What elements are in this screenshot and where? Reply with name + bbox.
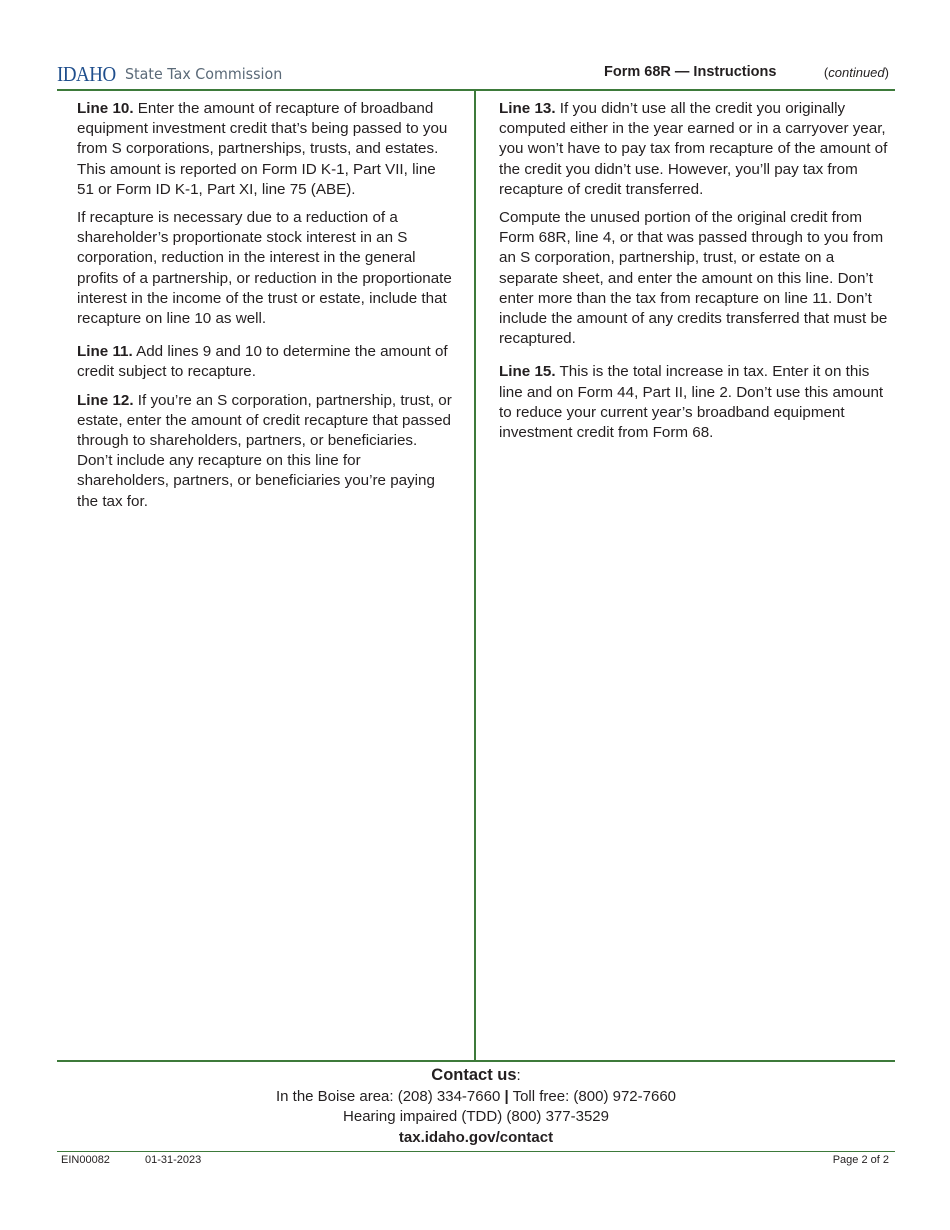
line-label: Line 11.	[77, 343, 133, 361]
revision-date: 01-31-2023	[145, 1154, 202, 1166]
idaho-logo	[57, 62, 283, 87]
paragraph-text: Add lines 9 and 10 to determine the amount of credit subject to recapture.	[77, 343, 448, 381]
logo-subtitle: State Tax Commission	[125, 65, 283, 83]
paragraph-text: If you’re an S corporation, partnership, trust, or estate, enter the amount of credit recapture that passed through to shareholders, partners, or beneficiaries. Don’t include any recapture on this line for shareholders, partners, or beneficiaries you’re paying the tax for.	[77, 391, 452, 510]
line-12-paragraph	[77, 391, 455, 512]
line-15-paragraph	[499, 362, 893, 443]
column-divider	[474, 89, 476, 1061]
line-13-continued-paragraph	[499, 208, 893, 349]
paragraph-text: This is the total increase in tax. Enter it on this line and on Form 44, Part II, line 2. Don’t use this amount to reduce your current year’s broadband equipment investment credit from Form 68.	[499, 363, 884, 442]
paragraph-text: If recapture is necessary due to a reduction of a shareholder’s proportionate stock interest in an S corporation, reduction in the interest in the general profits of a partnership, or reduction in the proportionate interest in the income of the trust or estate, include that recapture on line 10 as well.	[77, 209, 452, 328]
paragraph-text: If you didn’t use all the credit you originally computed either in the year earned or in a carryover year, you won’t have to pay tax from recapture of the amount of the credit you didn’t use. However, you’ll pay tax from recapture of credit transferred.	[499, 100, 888, 198]
contact-section: Contact us: In the Boise area: (208) 334-7660 | Toll free: (800) 972-7660 Hearing impaired (TDD) (800) 377-3529 tax.idaho.gov/contact	[57, 1065, 895, 1148]
page-number: Page 2 of 2	[832, 1154, 889, 1166]
contact-title: Contact us	[431, 1066, 517, 1084]
line-label: Line 10.	[77, 100, 134, 117]
contact-divider	[57, 1060, 895, 1062]
toll-free-phone: Toll free: (800) 972-7660	[512, 1087, 677, 1105]
line-13-paragraph	[499, 99, 893, 200]
logo-wordmark: IDAHO	[57, 62, 116, 86]
paragraph-text: Compute the unused portion of the original credit from Form 68R, line 4, or that was passed through to you from an S corporation, partnership, trust, or estate on a separate sheet, and enter the amount on this line. Don’t enter more than the tax from recapture on line 11. Don’t include the amount of any credits transferred that must be recaptured.	[499, 209, 888, 348]
form-code: EIN00082	[61, 1154, 110, 1166]
phone-line: In the Boise area: (208) 334-7660 | Toll free: (800) 972-7660	[275, 1087, 677, 1105]
contact-url[interactable]: tax.idaho.gov/contact	[398, 1128, 554, 1146]
line-11-paragraph	[77, 342, 455, 382]
tdd-phone: Hearing impaired (TDD) (800) 377-3529	[343, 1108, 609, 1125]
line-label: Line 12.	[77, 391, 134, 409]
line-10-continued-paragraph	[77, 208, 455, 329]
line-10-paragraph	[77, 99, 455, 200]
left-column	[77, 99, 455, 520]
footer-divider	[57, 1151, 895, 1152]
continued-text: continued	[828, 65, 885, 80]
right-column	[499, 99, 893, 451]
form-title: Form 68R — Instructions	[604, 64, 777, 80]
page-header	[57, 61, 895, 91]
paragraph-text: Enter the amount of recapture of broadband equipment investment credit that’s being passed to you from S corporations, partnerships, trusts, and estates. This amount is reported on Form ID K-1, Part VII, line 51 or Form ID K-1, Part XI, line 75 (ABE).	[77, 100, 448, 198]
line-label: Line 13.	[499, 100, 556, 117]
boise-phone: In the Boise area: (208) 334-7660	[275, 1087, 501, 1105]
line-label: Line 15.	[499, 363, 556, 381]
continued-note: (continued)	[823, 65, 889, 80]
